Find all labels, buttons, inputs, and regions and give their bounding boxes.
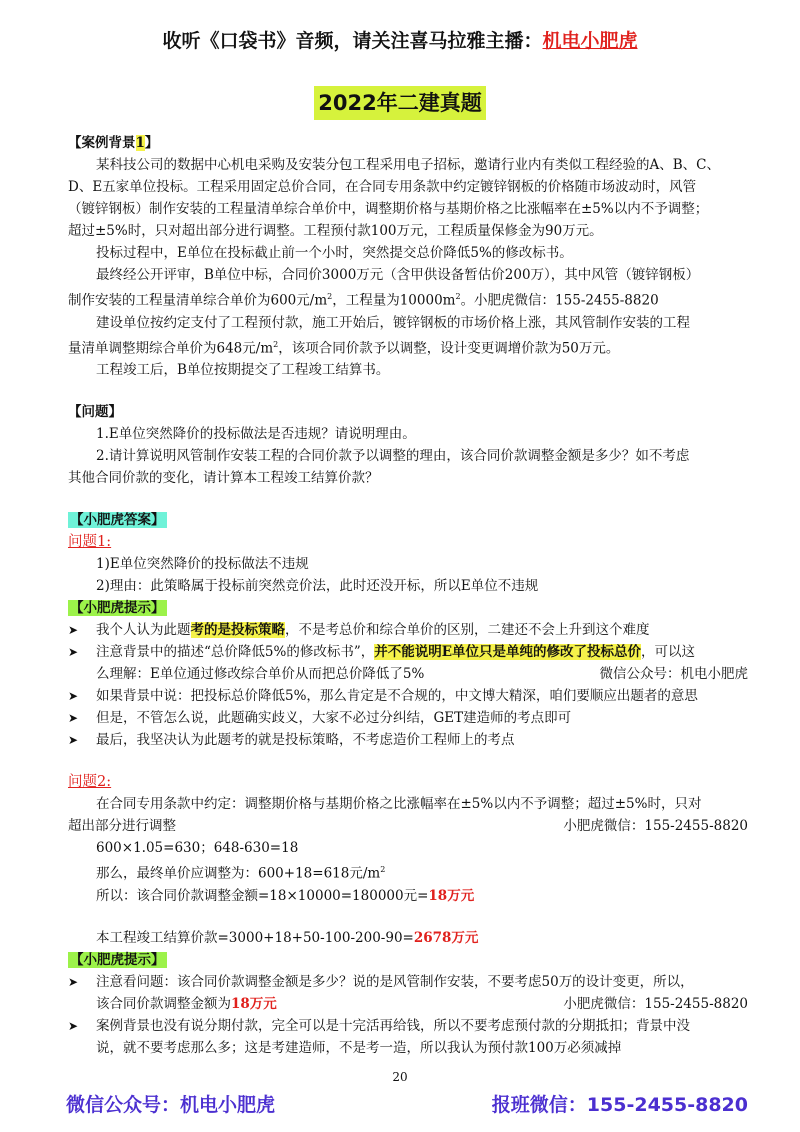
background-p3-l2 xyxy=(68,286,748,312)
document-body xyxy=(68,132,748,1059)
answer-settlement xyxy=(68,927,748,949)
background-p1-l1: 某科技公司的数据中心机电采购及安装分包工程采用电子招标，邀请行业内有类似工程经验的A、B、C、 xyxy=(96,157,720,173)
background-p4-l2b: ，该项合同价款予以调整，设计变更调增价款为50万元。 xyxy=(278,340,620,356)
page-number: 20 xyxy=(392,1070,408,1084)
answer-q2-calc3 xyxy=(68,885,748,907)
title-wrap xyxy=(0,86,800,120)
background-p3-l2b: ，工程量为10000m xyxy=(332,292,456,309)
background-label xyxy=(68,132,748,154)
question-2-l1: 2.请计算说明风管制作安装工程的合同价款予以调整的理由，该合同价款调整金额是多少？如不考虑 xyxy=(96,448,690,464)
tip3: 如果背景中说：把投标总价降低5%，那么肯定是不合规的，中文博大精深，咱们要顺应出题者的意思 xyxy=(96,688,698,704)
answer-label: 【小肥虎答案】 xyxy=(70,512,165,528)
tip-label: 【小肥虎提示】 xyxy=(70,600,165,616)
question-1: 1.E单位突然降价的投标做法是否违规？请说明理由。 xyxy=(96,426,416,442)
arrow-bullet-icon: ➤ xyxy=(68,1018,79,1033)
background-p1-l2: D、E五家单位投标。工程采用固定总价合同，在合同专用条款中约定镀锌钢板的价格随市场波动时，风管 xyxy=(68,179,697,195)
questions-label: 【问题】 xyxy=(68,404,122,420)
answer-q1-title: 问题1: xyxy=(68,534,112,550)
background-p4-l2 xyxy=(68,334,748,360)
tip-item xyxy=(68,707,748,729)
tip1-highlight: 考的是投标策略 xyxy=(190,622,285,638)
superscript-2: 2 xyxy=(455,292,461,301)
answer-q2-title: 问题2: xyxy=(68,774,112,790)
background-p4-l2a: 量清单调整期综合单价为648元/m xyxy=(68,340,274,356)
answer-q2-adjust-amount: 18万元 xyxy=(428,887,475,904)
t2-1a: 注意看问题：该合同价款调整金额是多少？说的是风管制作安装，不要考虑50万的设计变更，所以， xyxy=(96,973,694,990)
answer-q2-l1: 在合同专用条款中约定：调整期价格与基期价格之比涨幅率在±5%以内不予调整；超过±5%时，只对 xyxy=(96,796,702,812)
tip-label-row xyxy=(68,597,748,619)
tip-item xyxy=(68,685,748,707)
tip-item xyxy=(68,619,748,641)
background-label-suffix: 】 xyxy=(144,135,159,151)
tip-item xyxy=(68,641,748,663)
superscript-2: 2 xyxy=(327,292,333,301)
tip5: 最后，我坚决认为此题考的就是投标策略，不考虑造价工程师上的考点 xyxy=(96,732,515,748)
answer-q2-calc1: 600×1.05=630；648-630=18 xyxy=(96,840,299,856)
tip2-label-row xyxy=(68,949,748,971)
tip2-cont-text: 么理解：E单位通过修改综合单价从而把总价降低了5% xyxy=(96,666,425,682)
answer-q2-calc2 xyxy=(68,859,748,885)
background-p5: 工程竣工后，B单位按期提交了工程竣工结算书。 xyxy=(96,362,390,378)
t2-2a: 案例背景也没有说分期付款，完全可以是十完活再给钱，所以不要考虑预付款的分期抵扣；背景中没 xyxy=(96,1017,690,1034)
question-2-l2: 其他合同价款的变化，请计算本工程竣工结算价款？ xyxy=(68,470,379,486)
arrow-bullet-icon: ➤ xyxy=(68,733,79,747)
t2-1b-pre: 该合同价款调整金额为 xyxy=(96,995,231,1012)
answer-q2-l2-text: 超出部分进行调整 xyxy=(68,818,176,834)
answer-q2-calc3-text: 所以：该合同价款调整金额=18×10000=180000元= xyxy=(96,887,429,904)
arrow-bullet-icon: ➤ xyxy=(68,645,79,659)
settlement-text: 本工程竣工结算价款=3000+18+50-100-200-90= xyxy=(96,929,414,946)
background-p1-l3: （镀锌钢板）制作安装的工程量清单综合单价中，调整期价格与基期价格之比涨幅率在±5%以内不予调整； xyxy=(68,201,709,217)
background-p4-l1: 建设单位按约定支付了工程预付款，施工开始后，镀锌钢板的市场价格上涨，其风管制作安装的工程 xyxy=(96,314,690,331)
tip2-highlight: 并不能说明E单位只是单纯的修改了投标总价 xyxy=(374,644,642,660)
superscript-2: 2 xyxy=(380,865,386,874)
arrow-bullet-icon: ➤ xyxy=(68,689,79,703)
header-prefix: 收听《口袋书》音频，请关注喜马拉雅主播： xyxy=(162,30,543,52)
arrow-bullet-icon: ➤ xyxy=(68,623,79,637)
background-label-number: 1 xyxy=(135,135,145,151)
background-p2: 投标过程中，E单位在投标截止前一个小时，突然提交总价降低5%的修改标书。 xyxy=(96,245,573,261)
answer-q2-wechat-note: 小肥虎微信：155-2455-8820 xyxy=(563,818,748,834)
answer-q2-calc2-text: 那么，最终单价应调整为：600+18=618元/m xyxy=(96,865,381,882)
arrow-bullet-icon: ➤ xyxy=(68,974,79,989)
background-p3-l2a: 制作安装的工程量清单综合单价为600元/m xyxy=(68,292,328,309)
t2-2-continuation: 说，就不要考虑那么多；这是考建造师，不是考一造，所以我认为预付款100万必须减掉 xyxy=(96,1039,622,1056)
footer-signup-wechat: 报班微信：155-2455-8820 xyxy=(491,1094,748,1116)
tip2-wechat-note: 微信公众号：机电小肥虎 xyxy=(599,666,748,682)
answer-q1-a2: 2)理由：此策略属于投标前突然竞价法，此时还没开标，所以E单位不违规 xyxy=(96,578,539,594)
answer-q2-l2 xyxy=(68,815,748,837)
footer-wechat-account: 微信公众号：机电小肥虎 xyxy=(66,1094,276,1116)
header-anchor-name: 机电小肥虎 xyxy=(542,30,638,52)
tip4: 但是，不管怎么说，此题确实歧义，大家不必过分纠结，GET建造师的考点即可 xyxy=(96,710,572,726)
tip2-a: 注意背景中的描述“总价降低5%的修改标书”， xyxy=(96,644,375,660)
arrow-bullet-icon: ➤ xyxy=(68,711,79,725)
background-p3-l1: 最终经公开评审，B单位中标，合同价3000万元（含甲供设备暂估价200万），其中风管（镀锌钢板） xyxy=(96,267,700,283)
tip1-a: 我个人认为此题 xyxy=(96,622,191,638)
t2-1b-amount: 18万元 xyxy=(231,995,277,1012)
answer-q1-a1: 1)E单位突然降价的投标做法不违规 xyxy=(96,556,309,572)
background-label-prefix: 【案例背景 xyxy=(68,135,136,151)
settlement-amount: 2678万元 xyxy=(413,929,479,946)
page-header xyxy=(0,26,800,53)
tip-item xyxy=(68,971,748,993)
tip2-continuation xyxy=(68,663,748,685)
answer-label-row xyxy=(68,509,748,531)
t2-1-continuation xyxy=(68,993,748,1015)
superscript-2: 2 xyxy=(273,339,279,349)
background-p3-l2c: 。小肥虎微信：155-2455-8820 xyxy=(460,292,659,309)
tip2-c: ，可以这 xyxy=(641,644,696,660)
background-p1-l4: 超过±5%时，只对超出部分进行调整。工程预付款100万元，工程质量保修金为90万元。 xyxy=(68,223,603,239)
tip-item xyxy=(68,729,748,751)
tip-item xyxy=(68,1015,748,1037)
t2-1b-wechat-note: 小肥虎微信：155-2455-8820 xyxy=(563,995,748,1012)
tip2-label: 【小肥虎提示】 xyxy=(70,951,165,968)
page-title: 2022年二建真题 xyxy=(314,86,485,120)
tip1-c: ，不是考总价和综合单价的区别，二建还不会上升到这个难度 xyxy=(285,622,650,638)
